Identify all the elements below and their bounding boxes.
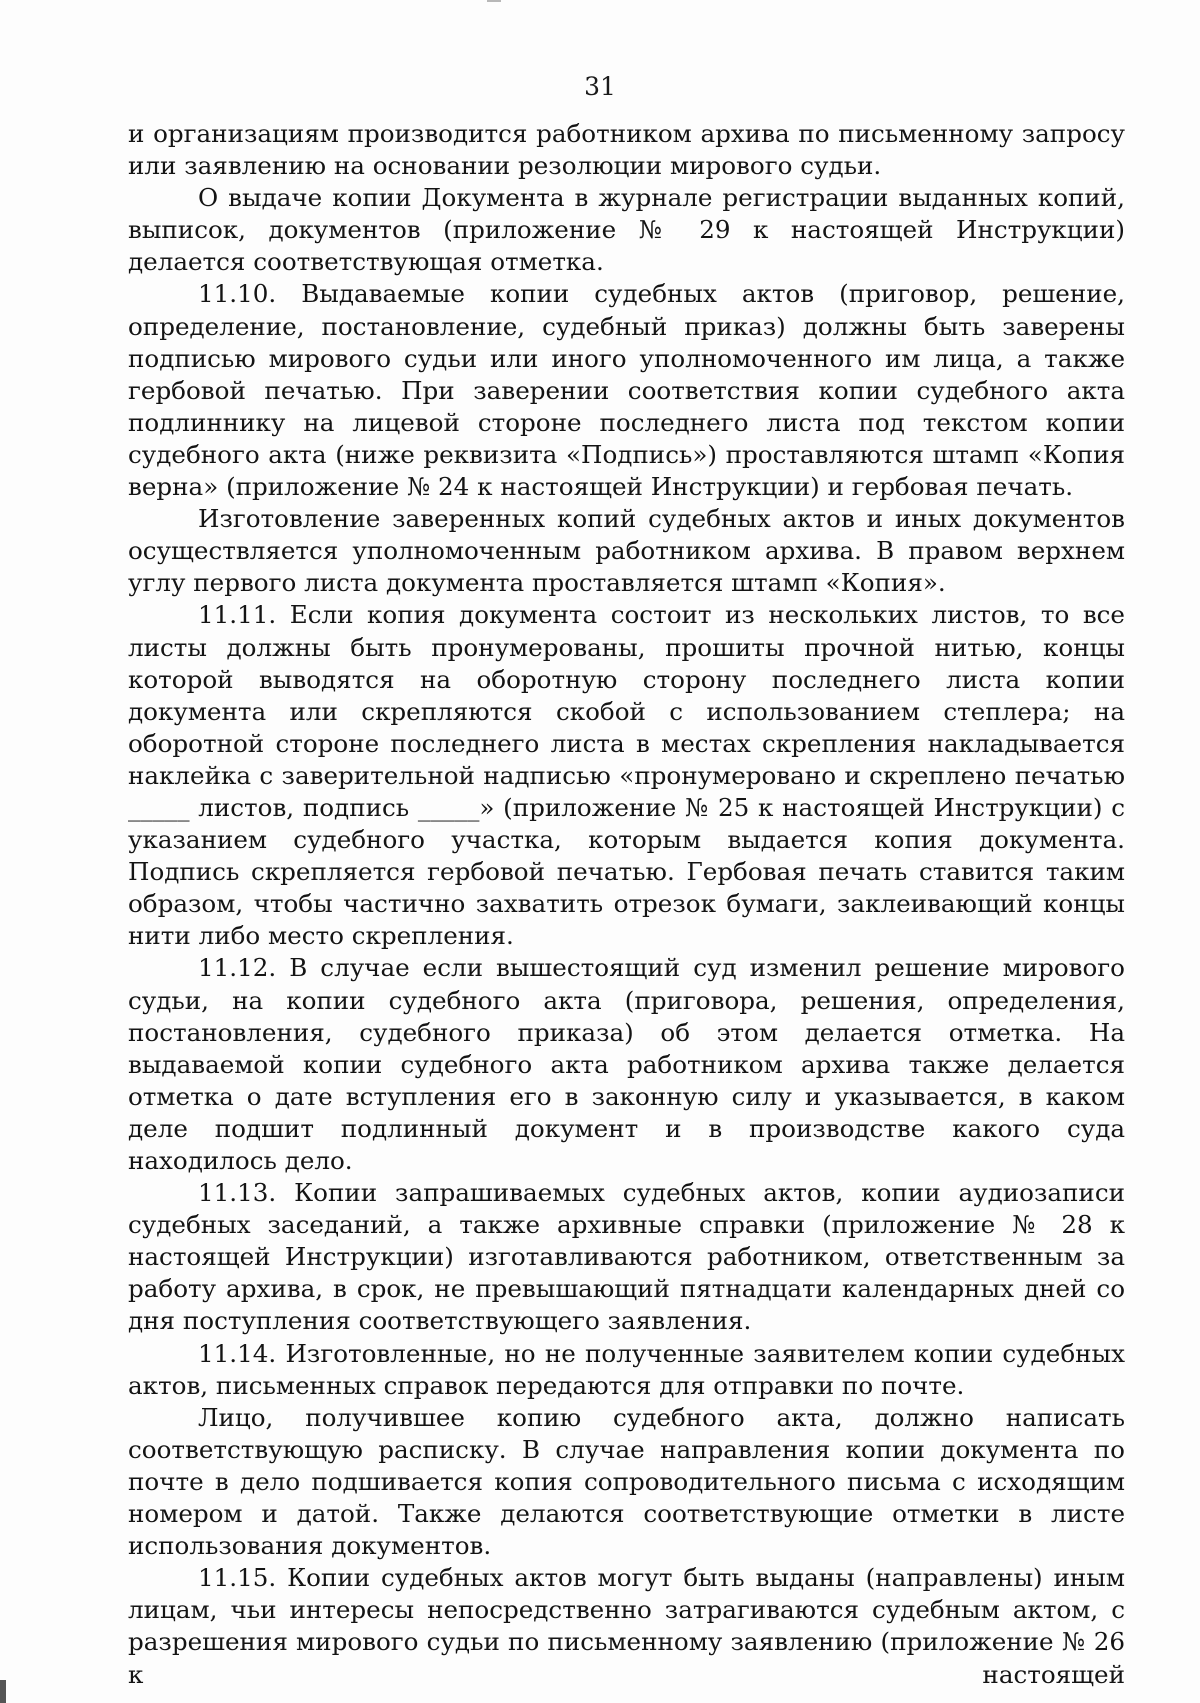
- paragraph-11-13: 11.13. Копии запрашиваемых судебных актов, копии аудиозаписи судебных заседаний, а также архивные справки (приложение № 28 к настоящей Инструкции) изготавливаются работником, ответственным за работу архива, в срок, не превышающий пятнадцати календарных дней со дня поступления соответствующего заявления.: [128, 1178, 1125, 1336]
- paragraph-11-15: 11.15. Копии судебных актов могут быть выданы (направлены) иным лицам, чьи интересы непосредственно затрагиваются судебным актом, с разрешения мирового судьи по письменному заявлению (приложение № 26 к настоящей: [128, 1563, 1125, 1689]
- page-number: 31: [584, 72, 616, 101]
- document-body: [128, 118, 1125, 1691]
- paragraph-11-10: 11.10. Выдаваемые копии судебных актов (приговор, решение, определение, постановление, судебный приказ) должны быть заверены подписью мирового судьи или иного уполномоченного им лица, а также гербовой печатью. При заверении соответствия копии судебного акта подлиннику на лицевой стороне последнего листа под текстом копии судебного акта (ниже реквизита «Подпись») проставляются штамп «Копия верна» (приложение № 24 к настоящей Инструкции) и гербовая печать.: [128, 279, 1125, 502]
- paragraph-11-12: 11.12. В случае если вышестоящий суд изменил решение мирового судьи, на копии судебного акта (приговора, решения, определения, постановления, судебного приказа) об этом делается отметка. На выдаваемой копии судебного акта работником архива также делается отметка о дате вступления его в законную силу и указывается, в каком деле подшит подлинный документ и в производстве какого суда находилось дело.: [128, 953, 1125, 1175]
- scan-corner-mark: [0, 1680, 6, 1703]
- paragraph-11-11: 11.11. Если копия документа состоит из нескольких листов, то все листы должны быть пронумерованы, прошиты прочной нитью, концы которой выводятся на оборотную сторону последнего листа копии документа или скрепляются скобой с использованием степлера; на оборотной стороне последнего листа в местах скрепления накладывается наклейка с заверительной надписью «пронумеровано и скреплено печатью _____ листов, подпись _____» (приложение № 25 к настоящей Инструкции) с указанием судебного участка, которым выдается копия документа. Подпись скрепляется гербовой печатью. Гербовая печать ставится таким образом, чтобы частично захватить отрезок бумаги, заклеивающий концы нити либо место скрепления.: [128, 600, 1125, 951]
- paragraph-receipt: Лицо, получившее копию судебного акта, должно написать соответствующую расписку. В случае направления копии документа по почте в дело подшивается копия сопроводительного письма с исходящим номером и датой. Также делаются соответствующие отметки в листе использования документов.: [128, 1402, 1125, 1561]
- scan-artifact-mark: [487, 0, 501, 2]
- paragraph-11-14: 11.14. Изготовленные, но не полученные заявителем копии судебных актов, письменных справок передаются для отправки по почте.: [128, 1338, 1125, 1400]
- paragraph-certified-copies: Изготовление заверенных копий судебных актов и иных документов осуществляется уполномоченным работником архива. В правом верхнем углу первого листа документа проставляется штамп «Копия».: [128, 504, 1125, 598]
- paragraph-continuation: и организациям производится работником архива по письменному запросу или заявлению на основании резолюции мирового судьи.: [128, 119, 1125, 181]
- paragraph-copy-registration: О выдаче копии Документа в журнале регистрации выданных копий, выписок, документов (приложение № 29 к настоящей Инструкции) делается соответствующая отметка.: [128, 183, 1125, 277]
